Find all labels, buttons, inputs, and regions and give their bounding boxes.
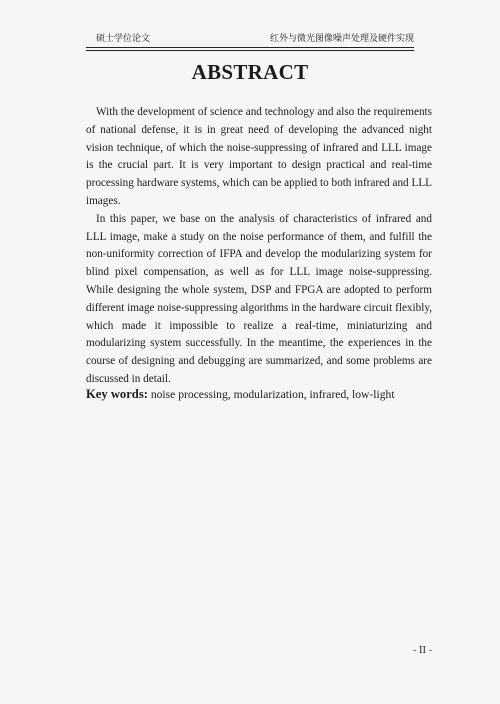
page-number: - II - bbox=[413, 646, 432, 656]
header-rule-thick bbox=[86, 47, 414, 48]
keywords-text: noise processing, modularization, infrared, low-light bbox=[147, 388, 395, 401]
abstract-paragraph-2: In this paper, we base on the analysis of characteristics of infrared and LLL image, make a study on the noise performance of them, and fulfill the non-uniformity correction of IFPA and develop the modularizing system for blind pixel compensation, as well as for LLL image noise-suppressing. While designing the whole system, DSP and FPGA are adopted to perform different image noise-suppressing algorithms in the hardware circuit flexibly, which made it impossible to realize a real-time, miniaturizing and modularizing system successfully. In the meantime, the experiences in the course of designing and debugging are summarized, and some problems are discussed in detail. bbox=[86, 212, 432, 385]
header-thesis-type: 硕士学位论文 bbox=[96, 34, 151, 44]
abstract-body bbox=[86, 104, 432, 389]
header-thesis-title: 红外与微光图像噪声处理及硬件实现 bbox=[269, 34, 414, 44]
keywords-line bbox=[86, 385, 432, 404]
keywords-label: Key words: bbox=[86, 387, 148, 401]
running-header bbox=[86, 29, 414, 45]
abstract-title: ABSTRACT bbox=[191, 60, 309, 84]
header-rule-thin bbox=[86, 50, 414, 51]
abstract-paragraph-1: With the development of science and technology and also the requirements of national defense, it is in great need of developing the advanced night vision technique, of which the noise-suppressing of infrared and LLL image is the crucial part. It is very important to design practical and real-time processing hardware systems, which can be applied to both infrared and LLL images. bbox=[86, 106, 432, 207]
